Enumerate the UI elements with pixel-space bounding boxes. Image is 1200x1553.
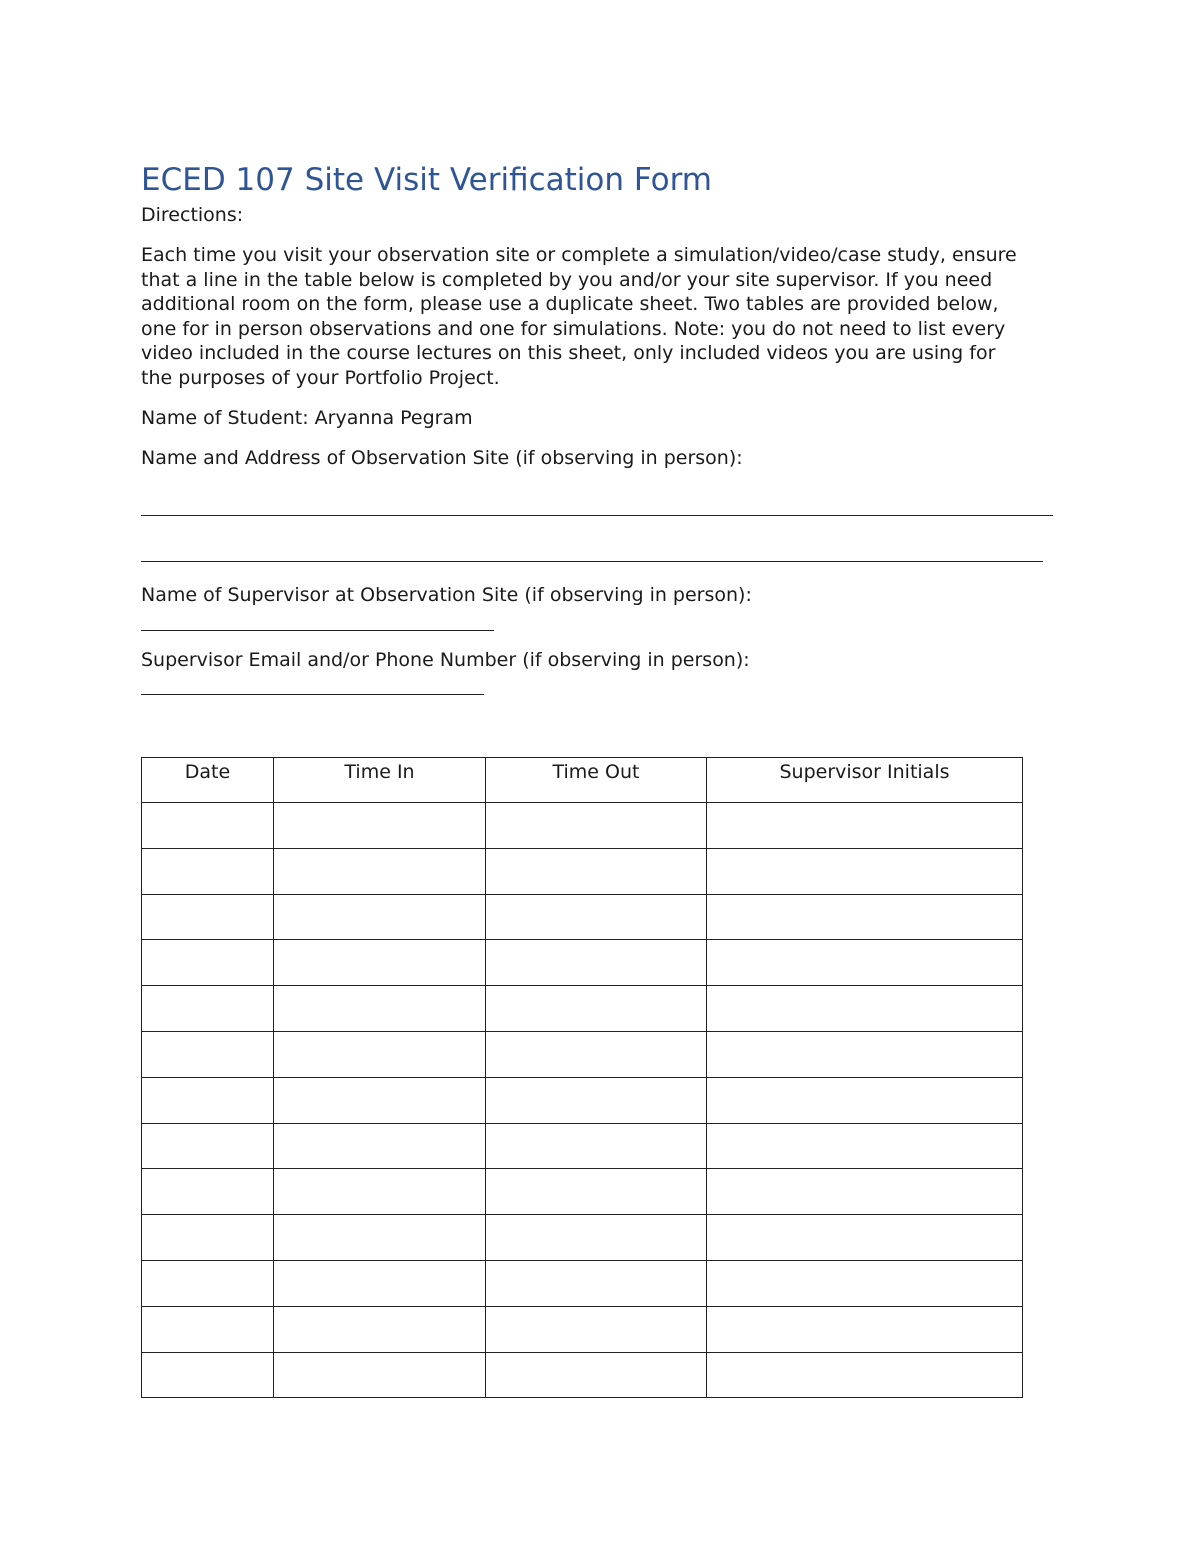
visit-log-table (141, 757, 1023, 1398)
directions-line: video included in the course lectures on this sheet, only included videos you are using for (141, 342, 996, 365)
table-row (142, 1031, 1023, 1077)
date-cell[interactable] (142, 1169, 274, 1215)
time-in-cell[interactable] (274, 1077, 486, 1123)
date-cell[interactable] (142, 1260, 274, 1306)
table-header-row (142, 758, 1023, 803)
supervisor-initials-cell[interactable] (707, 1077, 1023, 1123)
table-row (142, 803, 1023, 849)
table-row (142, 848, 1023, 894)
date-cell[interactable] (142, 986, 274, 1032)
time-in-cell[interactable] (274, 1169, 486, 1215)
table-row (142, 894, 1023, 940)
table-row (142, 1352, 1023, 1398)
time-in-cell[interactable] (274, 803, 486, 849)
date-cell[interactable] (142, 1077, 274, 1123)
supervisor-initials-cell[interactable] (707, 1031, 1023, 1077)
time-in-cell[interactable] (274, 1031, 486, 1077)
site-address-label: Name and Address of Observation Site (if observing in person): (141, 447, 743, 469)
time-out-cell[interactable] (486, 1215, 707, 1261)
supervisor-initials-cell[interactable] (707, 1123, 1023, 1169)
supervisor-initials-cell[interactable] (707, 803, 1023, 849)
supervisor-initials-cell[interactable] (707, 1215, 1023, 1261)
time-in-cell[interactable] (274, 1352, 486, 1398)
date-cell[interactable] (142, 1123, 274, 1169)
form-title: ECED 107 Site Visit Verification Form (141, 162, 712, 198)
table-row (142, 1306, 1023, 1352)
directions-line: that a line in the table below is completed by you and/or your site supervisor. If you need (141, 268, 993, 291)
time-out-cell[interactable] (486, 1306, 707, 1352)
table-row (142, 1215, 1023, 1261)
supervisor-contact-label: Supervisor Email and/or Phone Number (if observing in person): (141, 649, 750, 671)
date-cell[interactable] (142, 940, 274, 986)
time-out-cell[interactable] (486, 1169, 707, 1215)
table-row (142, 940, 1023, 986)
supervisor-initials-cell[interactable] (707, 894, 1023, 940)
time-in-cell[interactable] (274, 1260, 486, 1306)
table-row (142, 986, 1023, 1032)
column-header-time-out: Time Out (486, 758, 707, 803)
time-out-cell[interactable] (486, 1352, 707, 1398)
supervisor-name-line[interactable] (141, 630, 494, 631)
column-header-time-in: Time In (274, 758, 486, 803)
table-row (142, 1123, 1023, 1169)
supervisor-initials-cell[interactable] (707, 848, 1023, 894)
time-out-cell[interactable] (486, 940, 707, 986)
time-out-cell[interactable] (486, 1260, 707, 1306)
time-in-cell[interactable] (274, 1306, 486, 1352)
supervisor-initials-cell[interactable] (707, 1352, 1023, 1398)
student-name: Name of Student: Aryanna Pegram (141, 407, 473, 429)
supervisor-initials-cell[interactable] (707, 1260, 1023, 1306)
supervisor-initials-cell[interactable] (707, 1169, 1023, 1215)
table-row (142, 1077, 1023, 1123)
time-out-cell[interactable] (486, 848, 707, 894)
date-cell[interactable] (142, 1352, 274, 1398)
column-header-date: Date (142, 758, 274, 803)
date-cell[interactable] (142, 1031, 274, 1077)
date-cell[interactable] (142, 894, 274, 940)
time-in-cell[interactable] (274, 1123, 486, 1169)
supervisor-initials-cell[interactable] (707, 940, 1023, 986)
time-in-cell[interactable] (274, 1215, 486, 1261)
column-header-supervisor-initials: Supervisor Initials (707, 758, 1023, 803)
time-out-cell[interactable] (486, 894, 707, 940)
directions-line: one for in person observations and one for simulations. Note: you do not need to list every (141, 317, 1006, 340)
time-out-cell[interactable] (486, 1031, 707, 1077)
supervisor-initials-cell[interactable] (707, 1306, 1023, 1352)
time-in-cell[interactable] (274, 848, 486, 894)
time-out-cell[interactable] (486, 1077, 707, 1123)
supervisor-name-label: Name of Supervisor at Observation Site (if observing in person): (141, 584, 752, 606)
table-row (142, 1260, 1023, 1306)
date-cell[interactable] (142, 848, 274, 894)
supervisor-initials-cell[interactable] (707, 986, 1023, 1032)
supervisor-contact-line[interactable] (141, 694, 484, 695)
site-address-line-2[interactable] (141, 561, 1043, 562)
date-cell[interactable] (142, 1306, 274, 1352)
site-address-line-1[interactable] (141, 515, 1053, 516)
directions-line: Each time you visit your observation site or complete a simulation/video/case study, ensure (141, 244, 1017, 266)
date-cell[interactable] (142, 803, 274, 849)
date-cell[interactable] (142, 1215, 274, 1261)
time-out-cell[interactable] (486, 803, 707, 849)
directions-line: the purposes of your Portfolio Project. (141, 366, 500, 389)
directions-text (141, 243, 1061, 391)
time-in-cell[interactable] (274, 986, 486, 1032)
time-out-cell[interactable] (486, 986, 707, 1032)
table-row (142, 1169, 1023, 1215)
directions-label: Directions: (141, 204, 244, 226)
time-in-cell[interactable] (274, 894, 486, 940)
time-out-cell[interactable] (486, 1123, 707, 1169)
directions-line: additional room on the form, please use a duplicate sheet. Two tables are provided below, (141, 293, 999, 316)
time-in-cell[interactable] (274, 940, 486, 986)
